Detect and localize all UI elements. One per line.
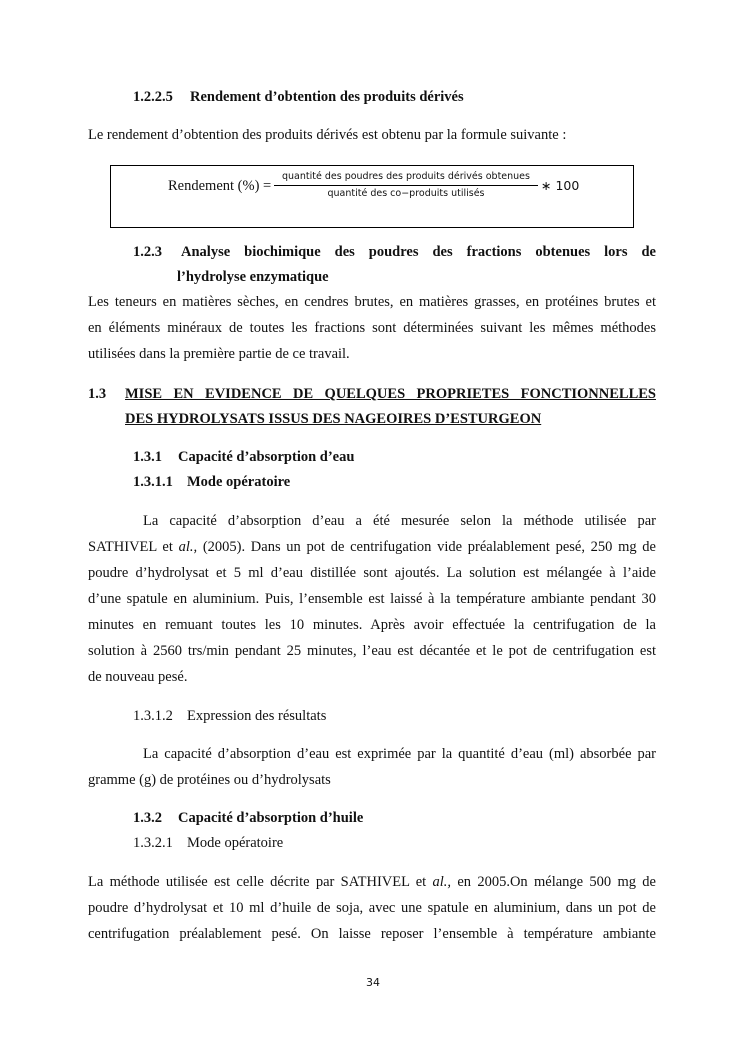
heading-13-line2: DES HYDROLYSATS ISSUS DES NAGEOIRES D’ESTURGEON bbox=[125, 411, 542, 427]
para-1321-line1 bbox=[88, 874, 656, 891]
heading-1321 bbox=[133, 835, 283, 852]
heading-132-number: 1.3.2 bbox=[133, 810, 162, 826]
heading-131-title: Capacité d’absorption d’eau bbox=[178, 449, 355, 465]
para-1311-line6: solution à 2560 trs/min pendant 25 minutes, l’eau est décantée et le pot de centrifugation est bbox=[88, 643, 656, 659]
heading-1321-number: 1.3.2.1 bbox=[133, 835, 173, 851]
heading-1312-number: 1.3.1.2 bbox=[133, 708, 173, 724]
intro-1225: Le rendement d’obtention des produits dérivés est obtenu par la formule suivante : bbox=[88, 127, 567, 143]
formula-denominator: quantité des co−produits utilisés bbox=[327, 188, 485, 199]
para-123-line2: en éléments minéraux de toutes les fractions sont déterminées suivant les mêmes méthodes bbox=[88, 320, 656, 336]
heading-123-number: 1.2.3 bbox=[133, 244, 162, 260]
para-1311-line5: minutes en remuant toutes les 10 minutes. Après avoir effectuée la centrifugation de la bbox=[88, 617, 656, 633]
formula-multiplier: ∗ 100 bbox=[541, 178, 580, 193]
heading-123-title: Analyse biochimique des poudres des fractions obtenues lors de bbox=[181, 244, 656, 260]
para-1311-author: SATHIVEL et bbox=[88, 539, 179, 555]
para-1311-line4: d’une spatule en aluminium. Puis, l’ensemble est laissé à la température ambiante pendant 30 bbox=[88, 591, 656, 607]
para-123-line3: utilisées dans la première partie de ce travail. bbox=[88, 346, 350, 362]
page-number: 34 bbox=[366, 976, 380, 989]
heading-123-line2: l’hydrolyse enzymatique bbox=[177, 269, 329, 285]
para-1311-line1: La capacité d’absorption d’eau a été mesurée selon la méthode utilisée par bbox=[143, 513, 656, 529]
formula-box bbox=[110, 165, 634, 228]
heading-132 bbox=[133, 810, 363, 827]
para-1311-line2 bbox=[88, 539, 656, 556]
para-1321-rest: en 2005.On mélange 500 mg de bbox=[451, 874, 656, 890]
formula-lhs: Rendement (%) = bbox=[168, 178, 272, 194]
heading-1312 bbox=[133, 708, 326, 725]
para-1311-etal: al., bbox=[178, 539, 198, 555]
para-1321-etal: al., bbox=[432, 874, 452, 890]
para-1321-intro: La méthode utilisée est celle décrite par SATHIVEL et bbox=[88, 874, 433, 890]
fraction-bar bbox=[274, 185, 538, 186]
heading-131-number: 1.3.1 bbox=[133, 449, 162, 465]
para-1321-line2: poudre d’hydrolysat et 10 ml d’huile de soja, avec une spatule en aluminium, dans un pot de bbox=[88, 900, 656, 916]
heading-1311 bbox=[133, 474, 290, 491]
heading-1321-title: Mode opératoire bbox=[187, 835, 284, 851]
heading-131 bbox=[133, 449, 354, 466]
heading-1311-title: Mode opératoire bbox=[187, 474, 291, 490]
heading-1225-number: 1.2.2.5 bbox=[133, 89, 173, 105]
para-1312-line2: gramme (g) de protéines ou d’hydrolysats bbox=[88, 772, 331, 788]
para-1311-line7: de nouveau pesé. bbox=[88, 669, 188, 685]
formula-numerator: quantité des poudres des produits dérivés obtenues bbox=[282, 171, 530, 182]
para-1321-line3: centrifugation préalablement pesé. On laisse reposer l’ensemble à température ambiante bbox=[88, 926, 656, 942]
para-1312-line1: La capacité d’absorption d’eau est exprimée par la quantité d’eau (ml) absorbée par bbox=[143, 746, 656, 762]
heading-123-line1 bbox=[133, 244, 656, 261]
heading-132-title: Capacité d’absorption d’huile bbox=[178, 810, 364, 826]
heading-1311-number: 1.3.1.1 bbox=[133, 474, 173, 490]
para-1311-rest: (2005). Dans un pot de centrifugation vide préalablement pesé, 250 mg de bbox=[197, 539, 656, 555]
para-1311-line3: poudre d’hydrolysat et 5 ml d’eau distillée sont ajoutés. La solution est mélangée à l’aide bbox=[88, 565, 656, 581]
heading-13-number: 1.3 bbox=[88, 386, 107, 402]
heading-1312-title: Expression des résultats bbox=[187, 708, 327, 724]
para-123-line1: Les teneurs en matières sèches, en cendres brutes, en matières grasses, en protéines brutes et bbox=[88, 294, 656, 310]
heading-1225-title: Rendement d’obtention des produits dérivés bbox=[190, 89, 464, 105]
heading-13-line1: MISE EN EVIDENCE DE QUELQUES PROPRIETES FONCTIONNELLES bbox=[125, 386, 656, 402]
heading-1225 bbox=[133, 89, 464, 106]
